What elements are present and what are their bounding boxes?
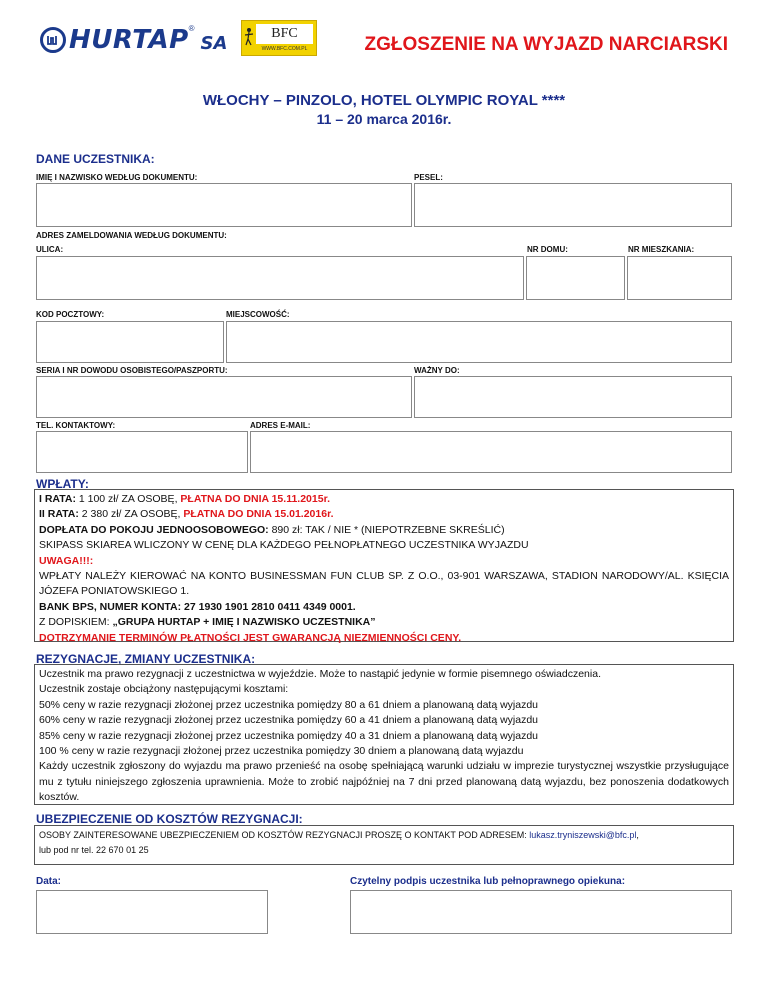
bfc-logo-text: BFC <box>256 24 313 44</box>
flat-number-field[interactable] <box>627 256 732 300</box>
installment-1: I RATA: 1 100 zł/ ZA OSOBĘ, PŁATNA DO DNIA 15.11.2015r. <box>39 493 330 505</box>
hurtap-logo <box>40 20 227 60</box>
postal-code-field[interactable] <box>36 321 224 363</box>
city-label: MIEJSCOWOŚĆ: <box>226 310 290 319</box>
insurance-box <box>34 825 734 865</box>
insurance-phone: lub pod nr tel. 22 670 01 25 <box>39 845 149 855</box>
insurance-text: OSOBY ZAINTERESOWANE UBEZPIECZENIEM OD KOSZTÓW REZYGNACJI PROSZĘ O KONTAKT POD ADRESEM: lukasz.tryniszewski@bfc.pl, <box>39 830 639 840</box>
single-room-supplement: DOPŁATA DO POKOJU JEDNOOSOBOWEGO: 890 zł: TAK / NIE * (NIEPOTRZEBNE SKREŚLIĆ) <box>39 523 505 536</box>
city-field[interactable] <box>226 321 732 363</box>
signature-label: Czytelny podpis uczestnika lub pełnoprawnego opiekuna: <box>350 876 626 887</box>
resignation-p2: Uczestnik zostaje obciążony następującymi kosztami: <box>39 683 289 696</box>
pesel-field[interactable] <box>414 183 732 227</box>
name-field[interactable] <box>36 183 412 227</box>
valid-until-field[interactable] <box>414 376 732 418</box>
warning-label: UWAGA!!!: <box>39 554 94 567</box>
email-label: ADRES E-MAIL: <box>250 421 311 430</box>
valid-until-label: WAŻNY DO: <box>414 366 460 375</box>
resignation-heading: REZYGNACJE, ZMIANY UCZESTNIKA: <box>36 652 256 666</box>
participant-heading: DANE UCZESTNIKA: <box>36 152 155 166</box>
resignation-box <box>34 664 734 805</box>
insurance-heading: UBEZPIECZENIE OD KOSZTÓW REZYGNACJI: <box>36 812 303 826</box>
name-label: IMIĘ I NAZWISKO WEDŁUG DOKUMENTU: <box>36 173 198 182</box>
street-label: ULICA: <box>36 245 64 254</box>
skipass-note: SKIPASS SKIAREA WLICZONY W CENĘ DLA KAŻDEGO PEŁNOPŁATNEGO UCZESTNIKA WYJAZDU <box>39 539 529 552</box>
bfc-logo-url: WWW.BFC.COM.PL <box>261 46 308 52</box>
transfer-note: Z DOPISKIEM: „GRUPA HURTAP + IMIĘ I NAZWISKO UCZESTNIKA” <box>39 616 376 629</box>
installment-2: II RATA: 2 380 zł/ ZA OSOBĘ, PŁATNA DO DNIA 15.01.2016r. <box>39 508 334 521</box>
hurtap-logo-text: HURTAP <box>69 25 189 55</box>
id-document-field[interactable] <box>36 376 412 418</box>
flat-number-label: NR MIESZKANIA: <box>628 245 695 254</box>
resignation-p6: 100 % ceny w razie rezygnacji złożonej przez uczestnika pomiędzy 30 dniem a planowaną datą wyjazdu <box>39 745 524 758</box>
hurtap-emblem-icon <box>40 27 66 53</box>
bfc-skier-icon <box>244 27 254 47</box>
hurtap-logo-sa: SA <box>200 32 228 54</box>
resignation-p5: 85% ceny w razie rezygnacji złożonej przez uczestnika pomiędzy 40 a 31 dniem a planowaną datą wyjazdu <box>39 729 539 742</box>
insurance-email-link[interactable]: lukasz.tryniszewski@bfc.pl <box>529 830 637 840</box>
date-label: Data: <box>36 876 62 887</box>
id-document-label: SERIA I NR DOWODU OSOBISTEGO/PASZPORTU: <box>36 366 228 375</box>
address-heading: ADRES ZAMELDOWANIA WEDŁUG DOKUMENTU: <box>36 231 227 240</box>
resignation-p1: Uczestnik ma prawo rezygnacji z uczestnictwa w wyjeździe. Może to nastąpić jedynie w formie pisemnego oświadczenia. <box>39 668 601 680</box>
house-number-label: NR DOMU: <box>527 245 568 254</box>
signature-field[interactable] <box>350 890 732 934</box>
registered-mark: ® <box>188 23 195 33</box>
pesel-label: PESEL: <box>414 173 443 182</box>
trip-subtitle: WŁOCHY – PINZOLO, HOTEL OLYMPIC ROYAL **** <box>202 92 566 109</box>
phone-field[interactable] <box>36 431 248 473</box>
bank-account: BANK BPS, NUMER KONTA: 27 1930 1901 2810 0411 4349 0001. <box>39 600 356 613</box>
bfc-logo <box>241 20 317 56</box>
payments-box <box>34 489 734 642</box>
date-field[interactable] <box>36 890 268 934</box>
deadline-note: DOTRZYMANIE TERMINÓW PŁATNOŚCI JEST GWARANCJĄ NIEZMIENNOŚCI CENY. <box>39 631 462 644</box>
trip-dates: 11 – 20 marca 2016r. <box>316 111 452 127</box>
resignation-p3: 50% ceny w razie rezygnacji złożonej przez uczestnika pomiędzy 80 a 61 dniem a planowaną datą wyjazdu <box>39 698 539 711</box>
payments-heading: WPŁATY: <box>36 477 89 491</box>
street-field[interactable] <box>36 256 524 300</box>
phone-label: TEL. KONTAKTOWY: <box>36 421 116 430</box>
house-number-field[interactable] <box>526 256 625 300</box>
transfer-instructions: WPŁATY NALEŻY KIEROWAĆ NA KONTO BUSINESSMAN FUN CLUB SP. Z O.O., 03-901 WARSZAWA, STADION NARODOWY/AL. KSIĘCIA JÓZEFA PONIATOWSKIEGO 1. <box>39 570 729 598</box>
resignation-p7: Każdy uczestnik zgłoszony do wyjazdu ma prawo przenieść na osobę spełniającą warunki udziału w imprezie turystycznej wszystkie przysługujące mu z tytułu niniejszego zgłoszenia uprawnienia. Może to zrobić najpóźniej na 7 dni przed planowaną datą wyjazdu, bez ponoszenia dodatkowych kosztów. <box>39 760 729 804</box>
email-field[interactable] <box>250 431 732 473</box>
page-title: ZGŁOSZENIE NA WYJAZD NARCIARSKI <box>364 34 728 55</box>
postal-code-label: KOD POCZTOWY: <box>36 310 105 319</box>
resignation-p4: 60% ceny w razie rezygnacji złożonej przez uczestnika pomiędzy 60 a 41 dniem a planowaną datą wyjazdu <box>39 714 539 727</box>
